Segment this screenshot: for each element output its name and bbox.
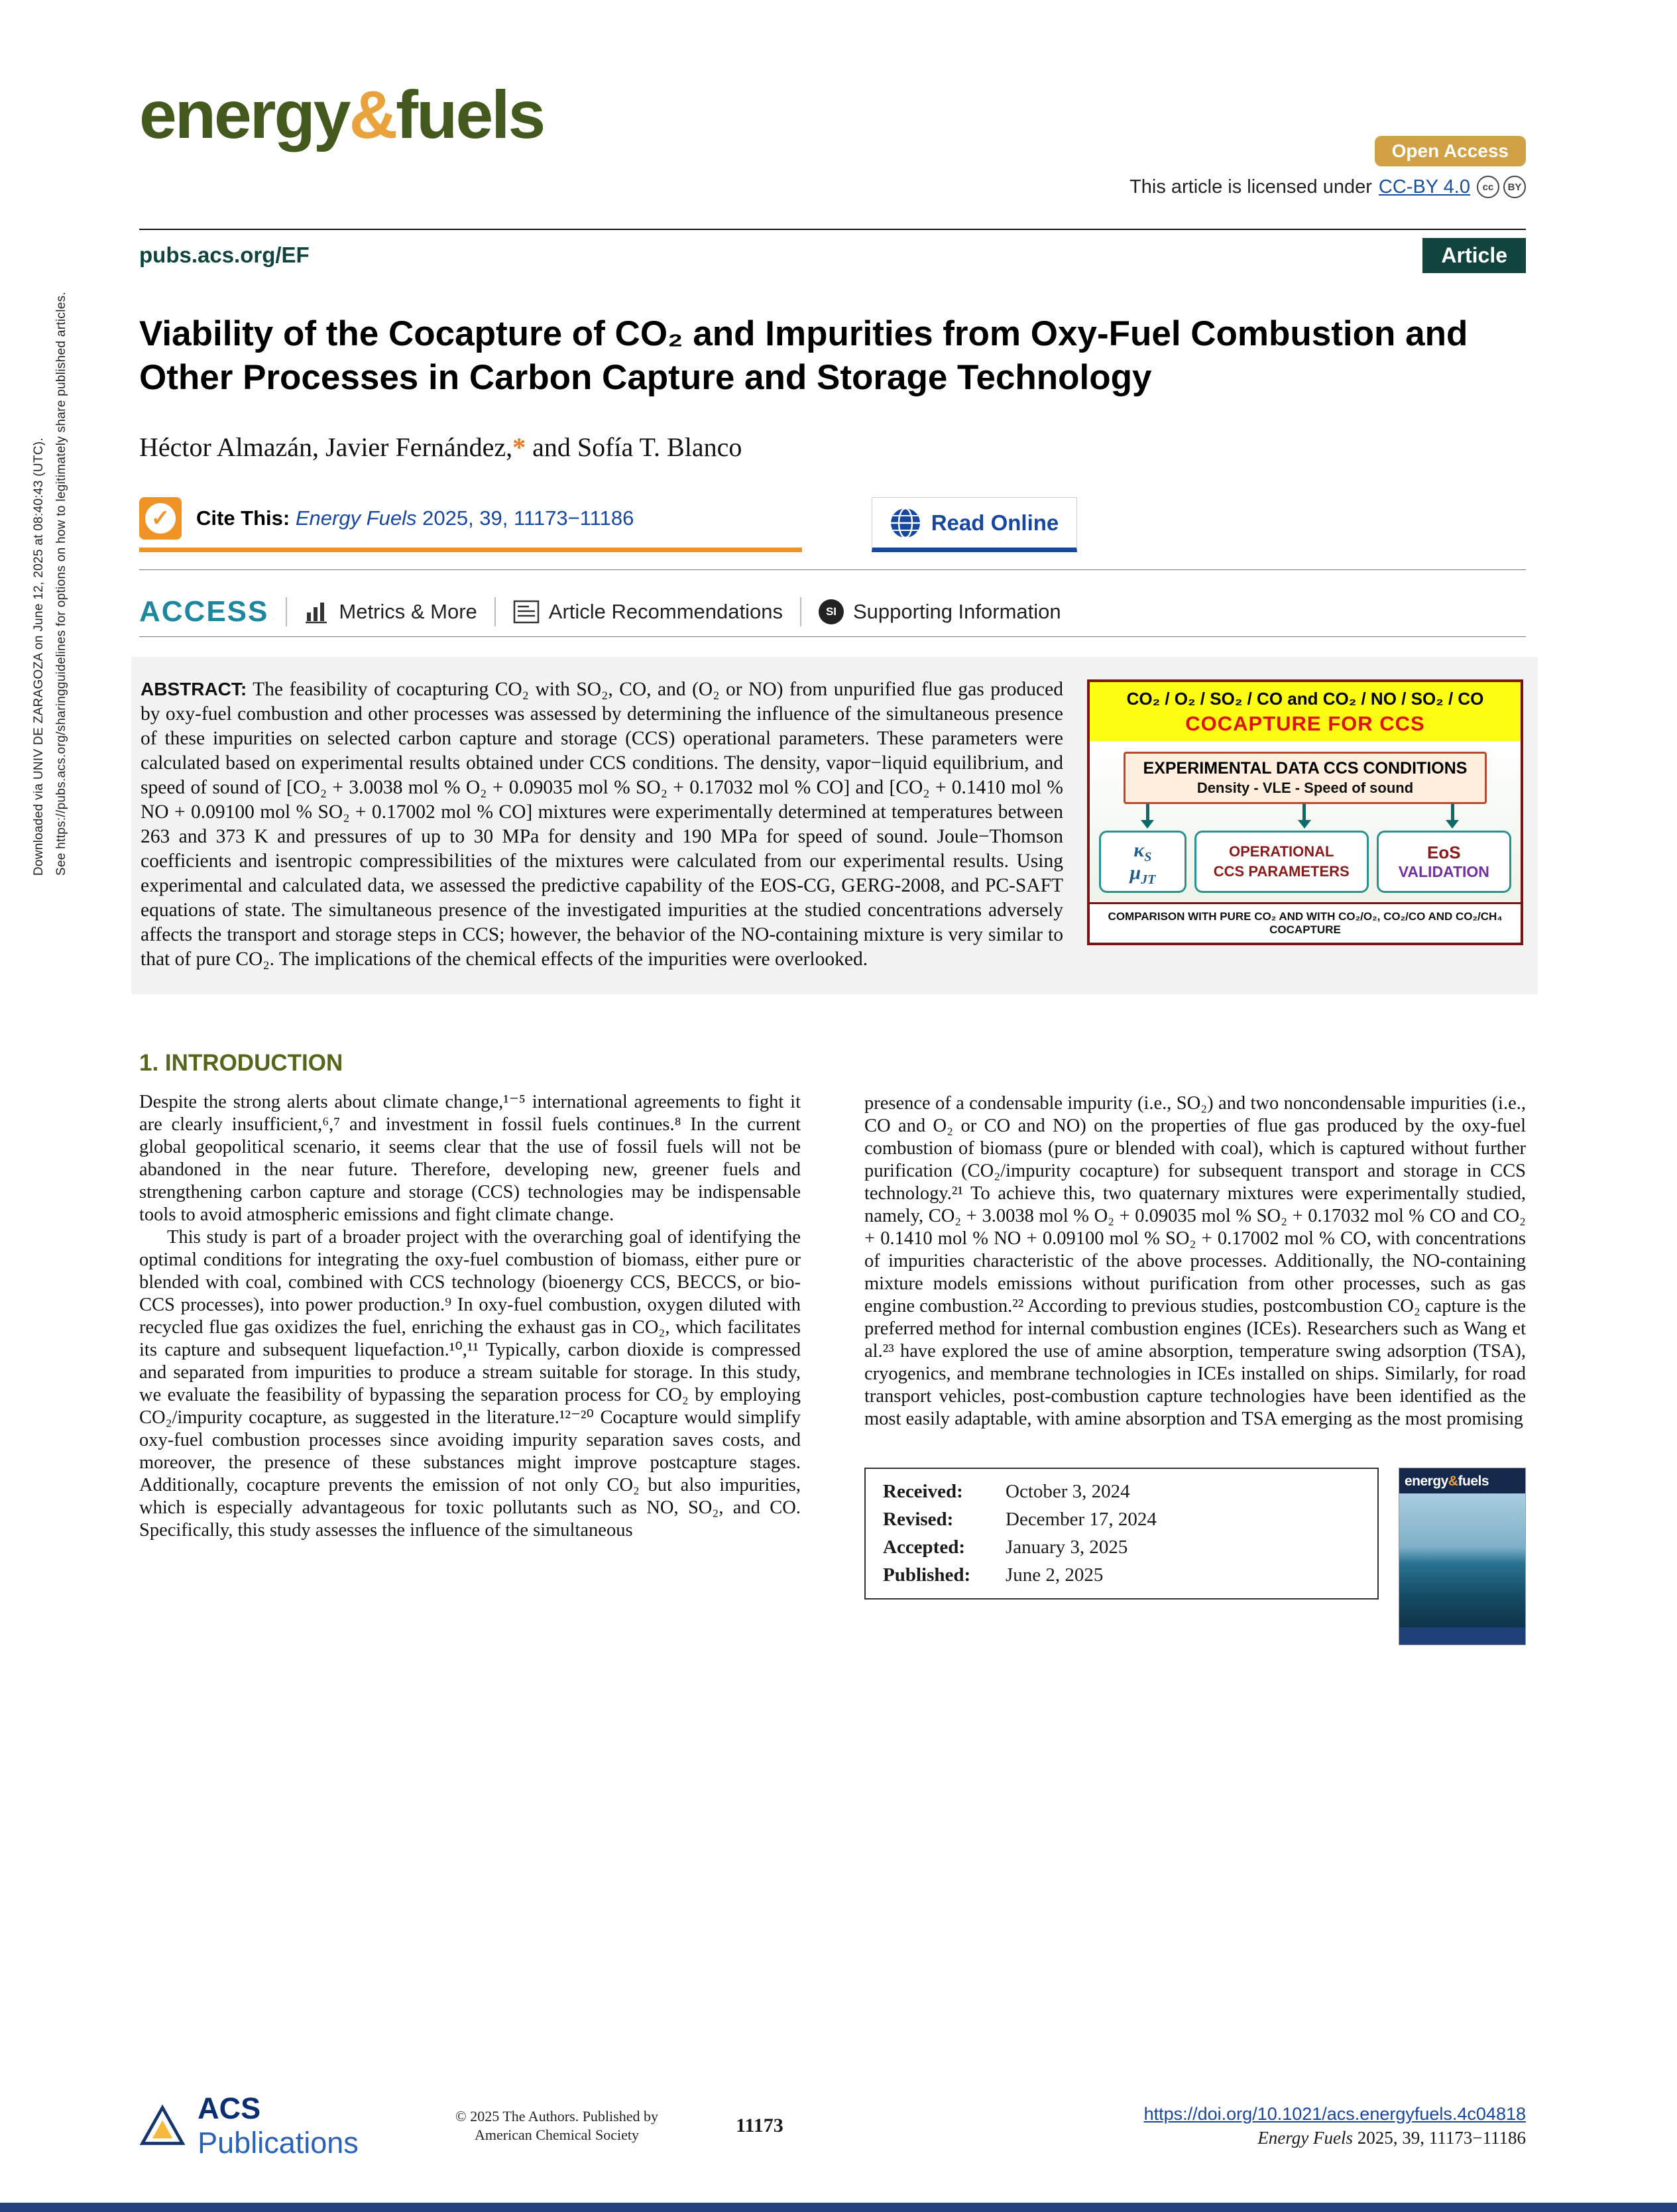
cover-image bbox=[1399, 1493, 1525, 1627]
download-notice-line1: Downloaded via UNIV DE ZARAGOZA on June 12, 2025 at 08:40:43 (UTC). bbox=[32, 437, 46, 876]
cc-by-icon: BY bbox=[1503, 176, 1526, 198]
acs-publications-logo: ACS Publications bbox=[139, 2091, 418, 2160]
page-header bbox=[139, 0, 1526, 229]
open-access-badge: Open Access bbox=[1375, 136, 1526, 166]
copyright-notice: © 2025 The Authors. Published by American Chemical Society bbox=[455, 2108, 658, 2143]
license-line bbox=[1129, 176, 1526, 198]
introduction-section bbox=[139, 1050, 1526, 1645]
supporting-information-icon: SI bbox=[819, 599, 844, 624]
accepted-label: Accepted: bbox=[883, 1537, 966, 1558]
divider bbox=[800, 597, 801, 626]
journal-cover-thumbnail: energy&fuels bbox=[1399, 1468, 1526, 1645]
body-column-right bbox=[864, 1050, 1526, 1645]
abstract-section bbox=[131, 657, 1538, 994]
authors-text-2: and Sofía T. Blanco bbox=[526, 432, 742, 462]
toc-comparison-line: COMPARISON WITH PURE CO₂ AND WITH CO₂/O₂, CO₂/CO AND CO₂/CH₄ COCAPTURE bbox=[1090, 902, 1521, 943]
access-bar-divider-bottom bbox=[139, 636, 1526, 637]
abstract-label: ABSTRACT: bbox=[141, 679, 247, 699]
corresponding-author-asterisk[interactable]: * bbox=[512, 432, 526, 462]
toc-cocapture-title: COCAPTURE FOR CCS bbox=[1185, 712, 1425, 735]
journal-logo bbox=[139, 77, 544, 152]
cite-check-icon: ✓ bbox=[139, 497, 182, 540]
cite-reference: 2025, 39, 11173−11186 bbox=[416, 506, 634, 530]
toc-mixtures-line: CO₂ / O₂ / SO₂ / CO and CO₂ / NO / SO₂ / CO bbox=[1126, 689, 1484, 709]
article-title: Viability of the Cocapture of CO₂ and Impurities from Oxy-Fuel Combustion and Other Processes in Carbon Capture and Storage Technology bbox=[139, 314, 1468, 397]
paragraph: presence of a condensable impurity (i.e., SO₂) and two noncondensable impurities (i.e., CO and O₂ or CO and NO) on the properties of flue gas produced by the oxy-fuel combustion of biomass (pure or blended with coal), which is captured without further purification (CO₂/impurity cocapture) for subsequent transport and storage in CCS technology.²¹ To achieve this, two quaternary mixtures were experimentally studied, namely, CO₂ + 3.0038 mol % O₂ + 0.09035 mol % SO₂ + 0.17032 mol % CO and CO₂ + 0.1410 mol % NO + 0.09100 mol % SO₂ + 0.17002 mol % CO, with concentrations of impurities characteristic of the above processes. Additionally, the NO-containing mixture models emissions without purification from other processes, such as gas engine combustion.²² According to previous studies, postcombustion CO₂ capture is the preferred method for internal combustion engines (ICEs). Researchers such as Wang et al.²³ have explored the use of amine absorption, temperature swing adsorption (TSA), cryogenics, and membrane technologies in ICEs installed on ships. Similarly, for road transport vehicles, post-combustion capture technologies have been identified as the most easily adaptable, with amine absorption and TSA emerging as the most promising bbox=[864, 1093, 1526, 1429]
supporting-information-link[interactable]: SI Supporting Information bbox=[819, 599, 1061, 624]
download-notice-line2: See https://pubs.acs.org/sharingguidelines for options on how to legitimately share published articles. bbox=[54, 292, 68, 876]
journal-url-link[interactable]: pubs.acs.org/EF bbox=[139, 243, 310, 267]
license-text: This article is licensed under bbox=[1129, 176, 1372, 198]
author-list bbox=[139, 432, 1526, 463]
journal-citation: Energy Fuels 2025, 39, 11173−11186 bbox=[1257, 2128, 1526, 2148]
cover-footer-strip bbox=[1399, 1627, 1525, 1645]
arrow-down-icon bbox=[1445, 804, 1460, 829]
journal-logo-energy: energy bbox=[139, 77, 349, 152]
abstract-text: ABSTRACT: The feasibility of cocapturing CO₂ with SO₂, CO, and (O₂ or NO) from unpurified flue gas produced by oxy-fuel combustion and other processes was assessed by determining the influence of the simultaneous presence of these impurities on selected carbon capture and storage (CCS) operational parameters. These parameters were calculated based on experimental results obtained under CCS conditions. The density, vapor−liquid equilibrium, and speed of sound of [CO₂ + 3.0038 mol % O₂ + 0.09035 mol % SO₂ + 0.17032 mol % CO] and [CO₂ + 0.1410 mol % NO + 0.09100 mol % SO₂ + 0.17002 mol % CO] mixtures were experimentally determined at temperatures between 263 and 373 K and pressures of up to 30 MPa for density and 190 MPa for speed of sound. Joule−Thomson coefficients and isentropic compressibilities of the mixtures were calculated from our experimental results. Using experimental and calculated data, we assessed the predictive capability of the EOS-CG, GERG-2008, and PC-SAFT equations of state. The simultaneous presence of the investigated impurities at the studied concentrations adversely affects the transport and storage steps in CCS; however, the behavior of the NO-containing mixture is very similar to that of pure CO₂. The implications of the chemical effects of the impurities were overlooked. bbox=[141, 679, 1063, 970]
article-recommendations-link[interactable]: Article Recommendations bbox=[513, 600, 783, 624]
cite-this-label: Cite This: bbox=[196, 506, 290, 530]
article-history-box bbox=[864, 1468, 1379, 1600]
paragraph: Despite the strong alerts about climate change,¹⁻⁵ international agreements to fight it are clearly insufficient,⁶,⁷ and investment in fossil fuels continues.⁸ In the current global geopolitical scenario, it seems clear that the use of fossil fuels will not be abandoned in the near future. Therefore, developing new, greener fuels and strengthening carbon capture and storage (CCS) technologies may be indispensable tools to avoid atmospheric emissions and fight climate change. bbox=[139, 1092, 801, 1225]
accepted-date: January 3, 2025 bbox=[1006, 1537, 1128, 1558]
divider bbox=[494, 597, 496, 626]
arrow-down-icon bbox=[1297, 804, 1312, 829]
metrics-and-more-link[interactable]: Metrics & More bbox=[304, 599, 477, 624]
acs-triangle-icon bbox=[139, 2104, 186, 2148]
cc-icon: cc bbox=[1477, 176, 1499, 198]
access-bar-divider-top bbox=[139, 569, 1526, 570]
section-heading-introduction: 1. INTRODUCTION bbox=[139, 1050, 343, 1076]
access-bar bbox=[139, 587, 1526, 636]
doi-link[interactable]: https://doi.org/10.1021/acs.energyfuels.4c04818 bbox=[1143, 2104, 1526, 2124]
globe-icon bbox=[890, 508, 921, 538]
received-label: Received: bbox=[883, 1481, 963, 1502]
page-footer bbox=[139, 2091, 1526, 2160]
toc-experimental-box: EXPERIMENTAL DATA CCS CONDITIONS Density - VLE - Speed of sound bbox=[1124, 752, 1486, 804]
metrics-chart-icon bbox=[304, 599, 329, 624]
received-date: October 3, 2024 bbox=[1006, 1481, 1130, 1502]
arrow-down-icon bbox=[1140, 804, 1155, 829]
article-type-badge: Article bbox=[1422, 238, 1526, 273]
page-number: 11173 bbox=[736, 2115, 783, 2136]
journal-logo-ampersand: & bbox=[349, 77, 396, 152]
bottom-accent-bar bbox=[0, 2203, 1677, 2212]
access-button[interactable]: ACCESS bbox=[139, 595, 269, 628]
body-column-left bbox=[139, 1050, 801, 1645]
published-date: June 2, 2025 bbox=[1006, 1564, 1104, 1586]
toc-coefficients-box: $\kappa_S$ $\mu_{JT}$ bbox=[1099, 831, 1186, 893]
published-label: Published: bbox=[883, 1564, 971, 1586]
graphical-abstract bbox=[1087, 679, 1523, 945]
header-divider bbox=[139, 229, 1526, 230]
divider bbox=[286, 597, 287, 626]
read-online-button[interactable]: Read Online bbox=[872, 497, 1077, 552]
cc-by-license-link[interactable]: CC-BY 4.0 bbox=[1378, 176, 1470, 198]
authors-text: Héctor Almazán, Javier Fernández, bbox=[139, 432, 513, 462]
revised-label: Revised: bbox=[883, 1509, 954, 1530]
download-notice bbox=[32, 292, 69, 876]
cite-this-box[interactable] bbox=[139, 497, 802, 552]
cite-journal-name: Energy Fuels bbox=[290, 506, 417, 530]
recommendations-icon bbox=[513, 600, 540, 624]
paragraph: This study is part of a broader project with the overarching goal of identifying the optimal conditions for integrating the oxy-fuel combustion of biomass, either pure or blended with coal, combined with CCS technology (bioenergy CCS, BECCS, or bio-CCS processes), into power production.⁹ In oxy-fuel combustion, oxygen diluted with recycled flue gas oxidizes the fuel, enriching the exhaust gas in CO₂, which facilitates its capture and subsequent liquefaction.¹⁰,¹¹ Typically, carbon dioxide is compressed and separated from impurities to produce a stream suitable for storage. In this study, we evaluate the feasibility of bypassing the separation process for CO₂ by employing CO₂/impurity cocapture, as suggested in the literature.¹²⁻²⁰ Cocapture would simplify oxy-fuel combustion processes since avoiding impurity separation saves costs, and moreover, the presence of these substances might improve postcapture stages. Additionally, cocapture prevents the emission of not only CO₂ but also impurities, which is especially advantageous for toxic pollutants such as NO, SO₂, and CO. Specifically, this study assesses the influence of the simultaneous bbox=[139, 1227, 801, 1541]
journal-logo-fuels: fuels bbox=[396, 77, 544, 152]
toc-eos-box: EoS VALIDATION bbox=[1377, 831, 1511, 893]
revised-date: December 17, 2024 bbox=[1006, 1509, 1157, 1530]
toc-arrows bbox=[1099, 804, 1511, 831]
toc-operational-box: OPERATIONAL CCS PARAMETERS bbox=[1194, 831, 1369, 893]
